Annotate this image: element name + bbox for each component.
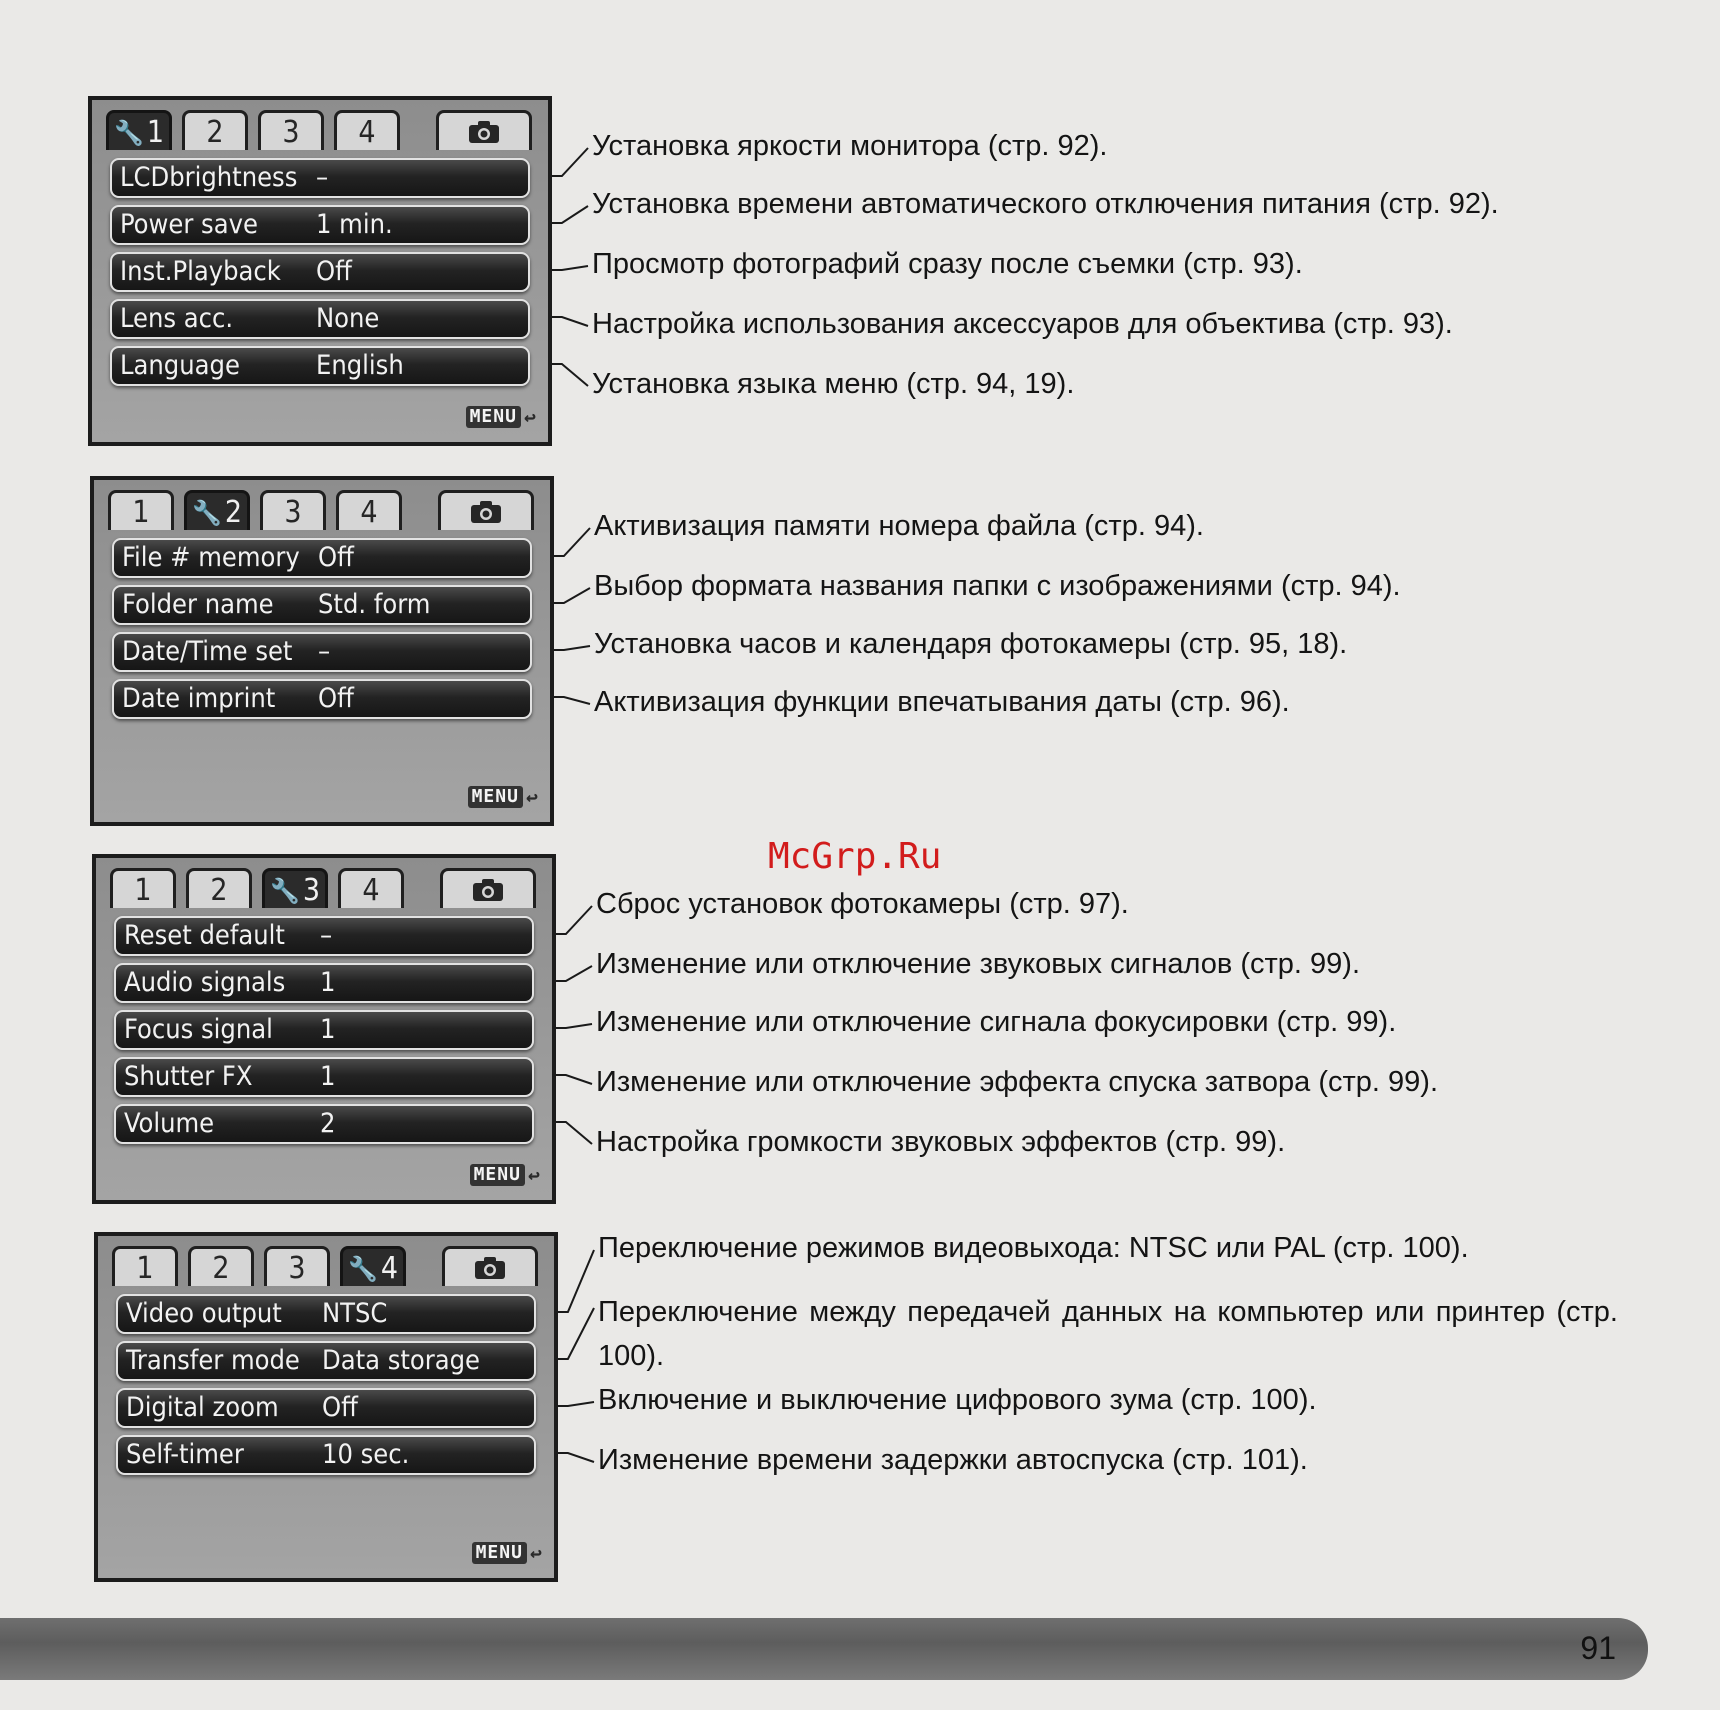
menu-rows bbox=[110, 158, 530, 393]
tab-label: 1 bbox=[134, 873, 152, 908]
menu-row-label: Self-timer bbox=[126, 1439, 244, 1470]
menu-row[interactable] bbox=[112, 538, 532, 578]
menu-row-value: Std. form bbox=[318, 589, 431, 620]
menu-row-value: Off bbox=[316, 256, 352, 287]
description-text: Изменение или отключение сигнала фокусировки (стр. 99). bbox=[596, 1006, 1397, 1038]
menu-row-value: None bbox=[316, 303, 380, 334]
menu-label: MENU bbox=[472, 1542, 527, 1564]
menu-row[interactable] bbox=[116, 1435, 536, 1475]
menu-row-label: Transfer mode bbox=[126, 1345, 300, 1376]
menu-rows bbox=[114, 916, 534, 1151]
tab-camera[interactable] bbox=[442, 1246, 538, 1286]
menu-row[interactable] bbox=[112, 632, 532, 672]
menu-row-value: NTSC bbox=[322, 1298, 388, 1329]
menu-row[interactable] bbox=[110, 299, 530, 339]
menu-label: MENU bbox=[470, 1164, 525, 1186]
menu-row-label: Video output bbox=[126, 1298, 282, 1329]
tab-camera[interactable] bbox=[438, 490, 534, 530]
menu-button-hint[interactable] bbox=[466, 406, 536, 428]
menu-row-label: Volume bbox=[124, 1108, 215, 1139]
watermark: McGrp.Ru bbox=[768, 836, 942, 877]
menu-row-value: 1 bbox=[320, 1061, 336, 1092]
tab-4[interactable] bbox=[338, 868, 404, 908]
menu-row-label: Folder name bbox=[122, 589, 274, 620]
tab-4[interactable] bbox=[336, 490, 402, 530]
tab-2[interactable] bbox=[182, 110, 248, 150]
tab-label: 4 bbox=[358, 115, 376, 150]
tab-1[interactable] bbox=[110, 868, 176, 908]
menu-row-value: 1 min. bbox=[316, 209, 393, 240]
menu-row[interactable] bbox=[116, 1388, 536, 1428]
menu-rows bbox=[116, 1294, 536, 1482]
menu-row-label: LCDbrightness bbox=[120, 162, 298, 193]
menu-row-value: 1 bbox=[320, 967, 336, 998]
page-number: 91 bbox=[1580, 1630, 1616, 1666]
menu-tabs bbox=[106, 110, 546, 150]
menu-row-label: Date/Time set bbox=[122, 636, 293, 667]
tab-label: 3 bbox=[284, 495, 302, 530]
menu-row[interactable] bbox=[112, 585, 532, 625]
description-text: Установка времени автоматического отключения питания (стр. 92). bbox=[592, 188, 1499, 220]
menu-button-hint[interactable] bbox=[468, 786, 538, 808]
menu-rows bbox=[112, 538, 532, 726]
tab-label: 2 bbox=[212, 1251, 230, 1286]
description-text: Изменение или отключение звуковых сигналов (стр. 99). bbox=[596, 948, 1361, 980]
menu-row-label: Shutter FX bbox=[124, 1061, 253, 1092]
menu-row-label: Power save bbox=[120, 209, 258, 240]
tab-camera[interactable] bbox=[440, 868, 536, 908]
tab-3[interactable] bbox=[264, 1246, 330, 1286]
tab-2[interactable] bbox=[188, 1246, 254, 1286]
description-text: Изменение или отключение эффекта спуска затвора (стр. 99). bbox=[596, 1066, 1439, 1098]
menu-row-value: English bbox=[316, 350, 404, 381]
wrench-icon: 🔧 bbox=[347, 1255, 378, 1283]
wrench-icon: 🔧 bbox=[113, 119, 144, 147]
tab-label: 2 bbox=[206, 115, 224, 150]
menu-tabs bbox=[112, 1246, 552, 1286]
menu-row-value: 2 bbox=[320, 1108, 336, 1139]
camera-icon bbox=[469, 499, 503, 525]
setup-menu-screen-2 bbox=[90, 476, 554, 826]
menu-row-value: 1 bbox=[320, 1014, 336, 1045]
menu-row[interactable] bbox=[114, 1104, 534, 1144]
menu-row-label: Audio signals bbox=[124, 967, 286, 998]
wrench-icon: 🔧 bbox=[191, 499, 222, 527]
menu-button-hint[interactable] bbox=[472, 1542, 542, 1564]
menu-row[interactable] bbox=[110, 158, 530, 198]
tab-label: 2 bbox=[224, 495, 243, 530]
menu-row-value: 10 sec. bbox=[322, 1439, 410, 1470]
description-text: Переключение режимов видеовыхода: NTSC или PAL (стр. 100). bbox=[598, 1232, 1469, 1264]
description-text: Изменение времени задержки автоспуска (стр. 101). bbox=[598, 1444, 1308, 1476]
tab-label: 3 bbox=[302, 873, 321, 908]
return-arrow-icon: ↩ bbox=[523, 405, 536, 429]
description-text: Установка яркости монитора (стр. 92). bbox=[592, 130, 1108, 162]
description-text: Активизация памяти номера файла (стр. 94). bbox=[594, 510, 1204, 542]
menu-row-label: Reset default bbox=[124, 920, 285, 951]
description-text: Установка языка меню (стр. 94, 19). bbox=[592, 368, 1075, 400]
description-text: Настройка использования аксессуаров для объектива (стр. 93). bbox=[592, 308, 1453, 340]
description-text: Переключение между передачей данных на компьютер или принтер (стр. 100). bbox=[598, 1296, 1618, 1372]
menu-row[interactable] bbox=[110, 252, 530, 292]
menu-row[interactable] bbox=[116, 1341, 536, 1381]
description-text: Сброс установок фотокамеры (стр. 97). bbox=[596, 888, 1129, 920]
tab-label: 4 bbox=[360, 495, 378, 530]
menu-row-value: – bbox=[316, 162, 329, 193]
menu-row[interactable] bbox=[114, 916, 534, 956]
description-text: Активизация функции впечатывания даты (стр. 96). bbox=[594, 686, 1290, 718]
menu-button-hint[interactable] bbox=[470, 1164, 540, 1186]
camera-icon bbox=[471, 877, 505, 903]
tab-4[interactable] bbox=[334, 110, 400, 150]
menu-row[interactable] bbox=[110, 346, 530, 386]
menu-row[interactable] bbox=[114, 1010, 534, 1050]
menu-row[interactable] bbox=[116, 1294, 536, 1334]
camera-icon bbox=[473, 1255, 507, 1281]
description-text: Настройка громкости звуковых эффектов (стр. 99). bbox=[596, 1126, 1286, 1158]
tab-1[interactable] bbox=[108, 490, 174, 530]
return-arrow-icon: ↩ bbox=[525, 785, 538, 809]
tab-camera[interactable] bbox=[436, 110, 532, 150]
tab-label: 1 bbox=[146, 115, 165, 150]
menu-row-label: Focus signal bbox=[124, 1014, 273, 1045]
return-arrow-icon: ↩ bbox=[529, 1541, 542, 1565]
tab-label: 3 bbox=[282, 115, 300, 150]
tab-label: 1 bbox=[136, 1251, 154, 1286]
menu-row-label: Lens acc. bbox=[120, 303, 234, 334]
tab-1[interactable] bbox=[106, 110, 172, 150]
description-text: Выбор формата названия папки с изображениями (стр. 94). bbox=[594, 570, 1401, 602]
tab-3[interactable] bbox=[258, 110, 324, 150]
wrench-icon: 🔧 bbox=[269, 877, 300, 905]
tab-label: 2 bbox=[210, 873, 228, 908]
tab-3[interactable] bbox=[260, 490, 326, 530]
menu-row-value: Data storage bbox=[322, 1345, 480, 1376]
menu-row-value: – bbox=[318, 636, 331, 667]
tab-2[interactable] bbox=[184, 490, 250, 530]
menu-label: MENU bbox=[466, 406, 521, 428]
menu-tabs bbox=[108, 490, 548, 530]
menu-row[interactable] bbox=[114, 963, 534, 1003]
return-arrow-icon: ↩ bbox=[527, 1163, 540, 1187]
menu-row-value: – bbox=[320, 920, 333, 951]
setup-menu-screen-1 bbox=[88, 96, 552, 446]
menu-row-label: Language bbox=[120, 350, 240, 381]
menu-row[interactable] bbox=[110, 205, 530, 245]
menu-label: MENU bbox=[468, 786, 523, 808]
menu-row[interactable] bbox=[112, 679, 532, 719]
tab-label: 4 bbox=[362, 873, 380, 908]
menu-row-label: File # memory bbox=[122, 542, 300, 573]
footer-bar bbox=[0, 1618, 1648, 1680]
setup-menu-screen-4 bbox=[94, 1232, 558, 1582]
tab-2[interactable] bbox=[186, 868, 252, 908]
menu-row-value: Off bbox=[318, 683, 354, 714]
tab-label: 4 bbox=[380, 1251, 399, 1286]
description-text: Включение и выключение цифрового зума (стр. 100). bbox=[598, 1384, 1317, 1416]
description-text: Просмотр фотографий сразу после съемки (стр. 93). bbox=[592, 248, 1303, 280]
menu-row-label: Digital zoom bbox=[126, 1392, 279, 1423]
camera-icon bbox=[467, 119, 501, 145]
menu-tabs bbox=[110, 868, 550, 908]
tab-label: 1 bbox=[132, 495, 150, 530]
menu-row-value: Off bbox=[318, 542, 354, 573]
tab-3[interactable] bbox=[262, 868, 328, 908]
setup-menu-screen-3 bbox=[92, 854, 556, 1204]
tab-label: 3 bbox=[288, 1251, 306, 1286]
menu-row[interactable] bbox=[114, 1057, 534, 1097]
menu-row-label: Date imprint bbox=[122, 683, 276, 714]
menu-row-value: Off bbox=[322, 1392, 358, 1423]
description-text: Установка часов и календаря фотокамеры (стр. 95, 18). bbox=[594, 628, 1348, 660]
menu-row-label: Inst.Playback bbox=[120, 256, 281, 287]
tab-4[interactable] bbox=[340, 1246, 406, 1286]
tab-1[interactable] bbox=[112, 1246, 178, 1286]
